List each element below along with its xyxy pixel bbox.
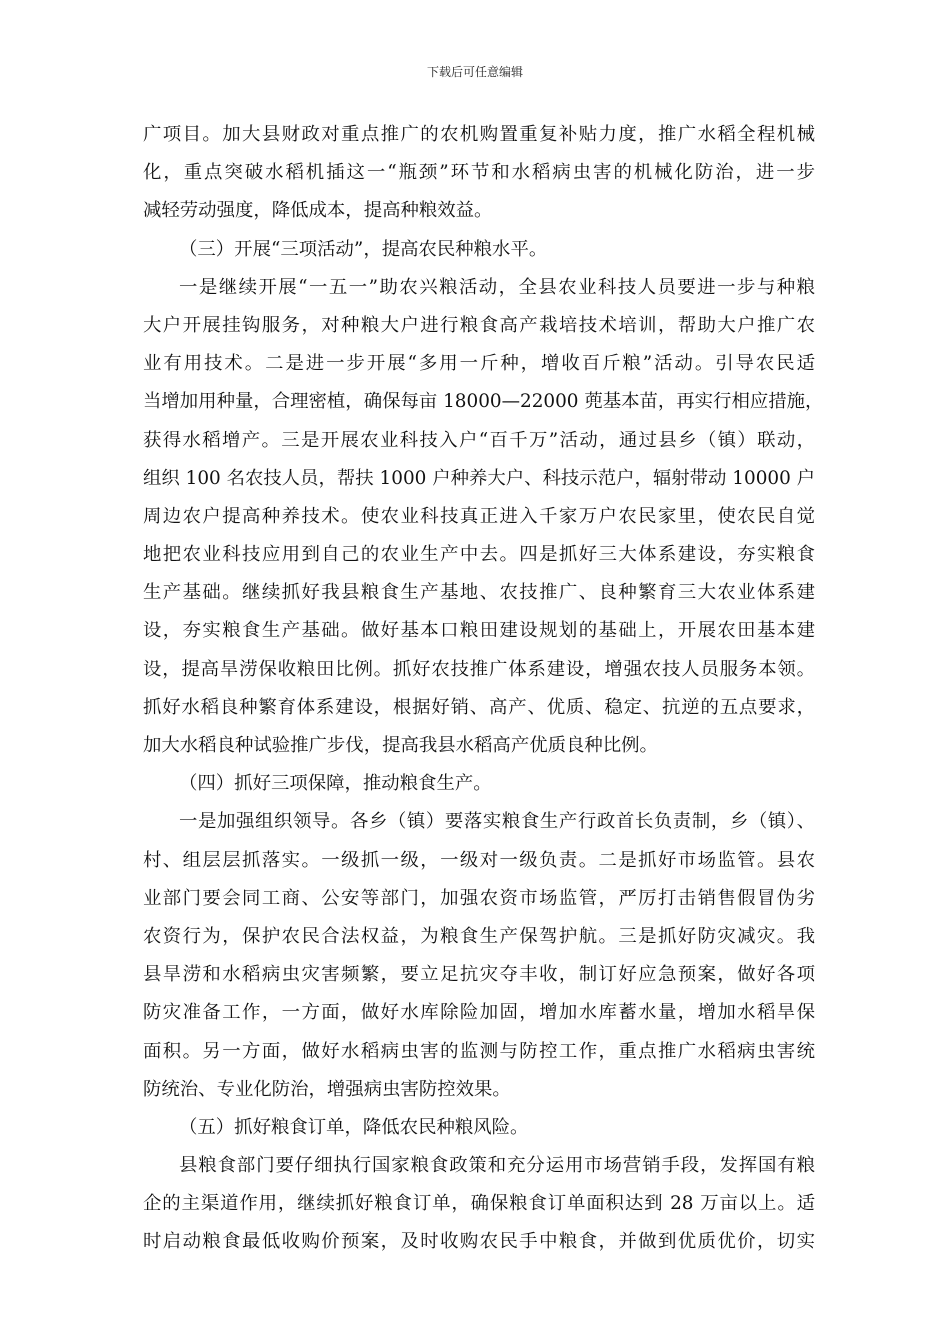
text-line: 周边农户提高种养技术。使农业科技真正进入千家万户农民家里，使农民自觉 — [143, 505, 815, 527]
text-line: 抓好水稻良种繁育体系建设，根据好销、高产、优质、稳定、抗逆的五点要求， — [143, 696, 815, 718]
text-line: 村、组层层抓落实。一级抓一级，一级对一级负责。二是抓好市场监管。县农 — [143, 849, 815, 871]
text-line: 面积。另一方面，做好水稻病虫害的监测与防控工作，重点推广水稻病虫害统 — [143, 1040, 815, 1062]
page-header: 下载后可任意编辑 — [426, 65, 523, 79]
text-line: 县旱涝和水稻病虫灾害频繁，要立足抗灾夺丰收，制订好应急预案，做好各项 — [143, 964, 815, 986]
text-line: 企的主渠道作用，继续抓好粮食订单，确保粮食订单面积达到 28 万亩以上。适 — [143, 1193, 815, 1215]
text-line: 防灾准备工作，一方面，做好水库除险加固，增加水库蓄水量，增加水稻旱保 — [143, 1002, 815, 1024]
section-heading: （四）抓好三项保障，推动粮食生产。 — [179, 773, 492, 795]
section-heading: （五）抓好粮食订单，降低农民种粮风险。 — [179, 1116, 529, 1138]
text-line: 一是继续开展“一五一”助农兴粮活动，全县农业科技人员要进一步与种粮 — [179, 276, 815, 298]
text-line: 减轻劳动强度，降低成本，提高种粮效益。 — [143, 200, 493, 222]
text-line: 广项目。加大县财政对重点推广的农机购置重复补贴力度，推广水稻全程机械 — [143, 124, 815, 145]
text-line: 县粮食部门要仔细执行国家粮食政策和充分运用市场营销手段，发挥国有粮 — [179, 1155, 815, 1177]
text-line: 当增加用种量，合理密植，确保每亩 18000—22000 蔸基本苗，再实行相应措施， — [143, 391, 824, 413]
text-line: 业有用技术。二是进一步开展“多用一斤种，增收百斤粮”活动。引导农民适 — [143, 353, 815, 375]
text-line: 防统治、专业化防治，增强病虫害防控效果。 — [143, 1078, 511, 1100]
text-line: 时启动粮食最低收购价预案，及时收购农民手中粮食，并做到优质优价，切实 — [143, 1231, 815, 1253]
text-line: 设，提高旱涝保收粮田比例。抓好农技推广体系建设，增强农技人员服务本领。 — [143, 658, 815, 680]
text-line: 地把农业科技应用到自己的农业生产中去。四是抓好三大体系建设，夯实粮食 — [143, 544, 815, 566]
text-line: 获得水稻增产。三是开展农业科技入户“百千万”活动，通过县乡（镇）联动， — [143, 429, 815, 451]
text-line: 加大水稻良种试验推广步伐，提高我县水稻高产优质良种比例。 — [143, 735, 658, 756]
text-line: 农资行为，保护农民合法权益，为粮食生产保驾护航。三是抓好防灾减灾。我 — [143, 925, 815, 947]
text-line: 组织 100 名农技人员，帮扶 1000 户种养大户、科技示范户，辐射带动 10000 户 — [143, 467, 816, 489]
text-line: 生产基础。继续抓好我县粮食生产基地、农技推广、良种繁育三大农业体系建 — [143, 582, 815, 604]
text-line: 设，夯实粮食生产基础。做好基本口粮田建设规划的基础上，开展农田基本建 — [143, 620, 815, 642]
text-line: 业部门要会同工商、公安等部门，加强农资市场监管，严厉打击销售假冒伪劣 — [143, 887, 815, 909]
text-line: 一是加强组织领导。各乡（镇）要落实粮食生产行政首长负责制，乡（镇）、 — [179, 811, 815, 833]
section-heading: （三）开展“三项活动”，提高农民种粮水平。 — [179, 238, 548, 260]
document-body — [143, 116, 824, 1262]
text-line: 化，重点突破水稻机插这一“瓶颈”环节和水稻病虫害的机械化防治，进一步 — [143, 162, 815, 184]
text-line: 大户开展挂钩服务，对种粮大户进行粮食高产栽培技术培训，帮助大户推广农 — [143, 314, 815, 336]
